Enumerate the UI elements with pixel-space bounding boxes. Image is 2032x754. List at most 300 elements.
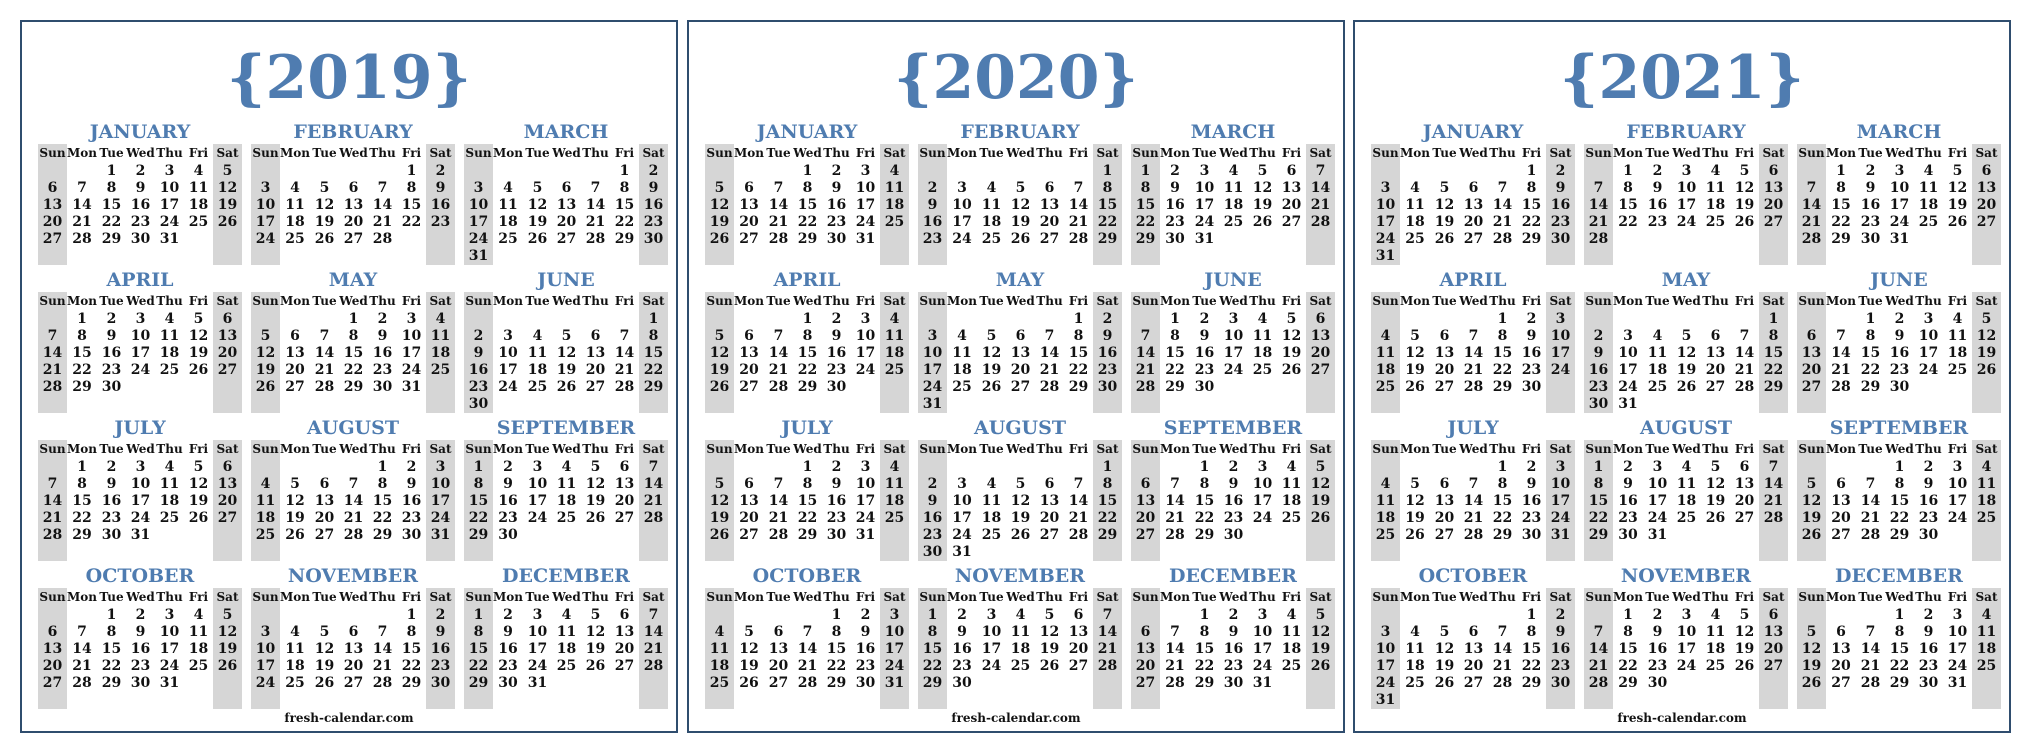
- month-december: [464, 564, 668, 709]
- day-cell: 22: [1618, 214, 1638, 230]
- day-cell: 20: [1010, 362, 1031, 378]
- day-cell: 21: [643, 641, 664, 657]
- day-cell: 1: [1199, 607, 1210, 623]
- day-cell: 12: [1039, 624, 1060, 640]
- month-name: OCTOBER: [1418, 565, 1528, 587]
- day-cell: 5: [744, 624, 754, 640]
- day-cell: 14: [42, 493, 63, 509]
- day-cell: 21: [768, 214, 789, 230]
- day-cell: 28: [1734, 379, 1755, 395]
- day-cell: 25: [1252, 362, 1273, 378]
- day-cell: 20: [739, 510, 759, 526]
- day-cell: 6: [47, 180, 58, 196]
- year-title: {2021}: [1559, 43, 1805, 113]
- empty-day: [368, 607, 397, 624]
- month-grid: [251, 292, 455, 413]
- weekday-header: Mon: [733, 590, 764, 604]
- day-cell: 12: [739, 641, 759, 657]
- weekday-header: Wed: [339, 146, 368, 160]
- day-cell: 17: [855, 493, 876, 509]
- day-cell: 4: [1380, 328, 1391, 344]
- weekday-header: Wed: [1672, 442, 1701, 456]
- day-cell: 8: [1140, 180, 1151, 196]
- weekday-header: Mon: [946, 590, 977, 604]
- day-cell: 17: [922, 362, 943, 378]
- day-cell: 7: [1170, 476, 1180, 492]
- empty-day: [947, 311, 977, 328]
- day-cell: 14: [1492, 197, 1513, 213]
- weekday-header: Sun: [1798, 294, 1825, 308]
- day-cell: 29: [1068, 379, 1089, 395]
- day-cell: 15: [101, 197, 122, 213]
- day-cell: 10: [1889, 180, 1910, 196]
- day-cell: 10: [130, 328, 151, 344]
- day-cell: 25: [1010, 658, 1031, 674]
- day-cell: 8: [1497, 328, 1508, 344]
- day-cell: 5: [222, 607, 233, 623]
- weekday-header: Sun: [465, 294, 492, 308]
- month-name: JUNE: [1870, 269, 1928, 291]
- day-cell: 31: [1375, 692, 1396, 708]
- day-cell: 23: [130, 658, 151, 674]
- day-cell: 23: [855, 658, 876, 674]
- day-cell: 15: [1097, 197, 1118, 213]
- day-cell: 20: [1463, 658, 1484, 674]
- weekday-header: Mon: [1612, 294, 1643, 308]
- day-cell: 4: [193, 163, 204, 179]
- day-cell: 15: [343, 345, 364, 361]
- day-cell: 21: [1492, 214, 1513, 230]
- day-cell: 12: [255, 345, 276, 361]
- month-july: [705, 416, 909, 561]
- day-cell: 4: [986, 180, 997, 196]
- day-cell: 12: [217, 624, 238, 640]
- day-cell: 16: [1918, 493, 1939, 509]
- day-cell: 4: [889, 163, 900, 179]
- day-cell: 10: [159, 180, 180, 196]
- weekday-header: Wed: [793, 294, 822, 308]
- day-cell: 6: [47, 624, 58, 640]
- day-cell: 26: [1405, 527, 1425, 543]
- day-cell: 29: [72, 379, 92, 395]
- weekday-header: Tue: [312, 146, 337, 160]
- day-cell: 2: [1170, 163, 1180, 179]
- month-may: [918, 268, 1122, 413]
- weekday-header: Wed: [1219, 590, 1248, 604]
- day-cell: 16: [372, 345, 393, 361]
- month-name: NOVEMBER: [954, 565, 1086, 587]
- weekday-header: Wed: [1885, 294, 1914, 308]
- weekday-header: Wed: [793, 442, 822, 456]
- day-cell: 23: [1889, 362, 1910, 378]
- day-cell: 8: [473, 624, 484, 640]
- empty-day: [1131, 311, 1160, 328]
- day-cell: 9: [1199, 328, 1210, 344]
- day-cell: 2: [927, 476, 938, 492]
- day-cell: 4: [1380, 476, 1391, 492]
- day-cell: 22: [1763, 362, 1784, 378]
- day-cell: 9: [1623, 476, 1633, 492]
- day-cell: 31: [1947, 675, 1968, 691]
- day-cell: 30: [1550, 231, 1571, 247]
- day-cell: 23: [826, 510, 847, 526]
- weekday-header: Sat: [883, 442, 906, 456]
- day-cell: 27: [739, 231, 759, 247]
- day-cell: 10: [1918, 328, 1939, 344]
- day-cell: 9: [860, 624, 871, 640]
- day-cell: 27: [343, 675, 364, 691]
- month-name: SEPTEMBER: [1163, 417, 1303, 439]
- day-cell: 6: [348, 180, 359, 196]
- day-cell: 20: [1801, 362, 1822, 378]
- day-cell: 11: [884, 180, 905, 196]
- day-cell: 29: [1492, 527, 1513, 543]
- day-cell: 7: [1044, 328, 1055, 344]
- empty-day: [764, 163, 793, 180]
- day-cell: 30: [826, 379, 847, 395]
- empty-day: [1730, 311, 1759, 328]
- day-cell: 10: [527, 476, 548, 492]
- day-cell: 28: [1165, 527, 1185, 543]
- empty-day: [1613, 311, 1643, 328]
- day-cell: 23: [430, 214, 451, 230]
- weekday-header: Sat: [1096, 294, 1119, 308]
- day-cell: 27: [585, 379, 606, 395]
- empty-day: [1035, 311, 1064, 328]
- day-cell: 4: [1710, 607, 1721, 623]
- day-cell: 25: [1375, 379, 1396, 395]
- day-cell: 10: [130, 476, 151, 492]
- day-cell: 13: [1831, 641, 1851, 657]
- day-cell: 11: [159, 476, 180, 492]
- day-cell: 28: [768, 231, 789, 247]
- weekday-header: Mon: [279, 590, 310, 604]
- month-name: AUGUST: [1640, 417, 1732, 439]
- weekday-header: Wed: [1219, 146, 1248, 160]
- day-cell: 25: [1976, 510, 1997, 526]
- day-cell: 1: [648, 311, 659, 327]
- day-cell: 19: [1801, 658, 1822, 674]
- empty-day: [1371, 607, 1400, 624]
- month-grid: [1371, 144, 1575, 265]
- day-cell: 7: [1468, 476, 1479, 492]
- day-cell: 11: [556, 624, 577, 640]
- day-cell: 14: [72, 641, 92, 657]
- day-cell: 25: [556, 658, 577, 674]
- day-cell: 14: [1068, 197, 1089, 213]
- day-cell: 22: [101, 658, 122, 674]
- day-cell: 22: [1860, 362, 1881, 378]
- month-grid: [464, 144, 668, 265]
- empty-day: [1400, 163, 1430, 180]
- day-cell: 18: [1375, 362, 1396, 378]
- day-cell: 17: [1918, 345, 1939, 361]
- day-cell: 14: [1097, 624, 1118, 640]
- day-cell: 26: [739, 675, 759, 691]
- day-cell: 8: [406, 624, 417, 640]
- day-cell: 10: [255, 641, 276, 657]
- day-cell: 16: [855, 641, 876, 657]
- weekday-header: Fri: [1947, 442, 1968, 456]
- day-cell: 31: [1550, 527, 1571, 543]
- day-cell: 21: [343, 510, 364, 526]
- day-cell: 29: [1097, 527, 1118, 543]
- day-cell: 8: [1768, 328, 1779, 344]
- month-december: [1797, 564, 2001, 709]
- weekday-header: Mon: [492, 294, 523, 308]
- day-cell: 17: [981, 641, 1002, 657]
- day-cell: 1: [1768, 311, 1779, 327]
- month-august: [918, 416, 1122, 561]
- day-cell: 14: [1801, 197, 1822, 213]
- weekday-header: Tue: [525, 146, 550, 160]
- day-cell: 20: [585, 362, 606, 378]
- day-cell: 10: [952, 197, 972, 213]
- day-cell: 5: [319, 180, 330, 196]
- weekday-header: Sun: [1132, 146, 1159, 160]
- day-cell: 2: [831, 459, 842, 475]
- empty-day: [1488, 607, 1517, 624]
- day-cell: 14: [1165, 641, 1185, 657]
- day-cell: 30: [1647, 675, 1668, 691]
- day-cell: 15: [1194, 493, 1215, 509]
- year-title: {2019}: [226, 43, 472, 113]
- day-cell: 10: [922, 345, 943, 361]
- day-cell: 16: [1521, 493, 1542, 509]
- empty-day: [1006, 459, 1035, 476]
- day-cell: 11: [1705, 624, 1726, 640]
- weekday-header: Wed: [126, 590, 155, 604]
- day-cell: 27: [1068, 658, 1089, 674]
- day-cell: 26: [1310, 510, 1331, 526]
- day-cell: 22: [1068, 362, 1089, 378]
- day-cell: 17: [430, 493, 451, 509]
- empty-day: [1006, 163, 1035, 180]
- empty-day: [1459, 459, 1488, 476]
- empty-day: [734, 607, 764, 624]
- day-cell: 18: [188, 641, 209, 657]
- day-cell: 12: [1252, 180, 1273, 196]
- day-cell: 21: [72, 658, 92, 674]
- day-cell: 17: [1947, 641, 1968, 657]
- month-july: [1371, 416, 1575, 561]
- weekday-header: Tue: [312, 294, 337, 308]
- day-cell: 2: [1102, 311, 1113, 327]
- day-cell: 8: [1526, 180, 1537, 196]
- day-cell: 21: [1763, 493, 1784, 509]
- day-cell: 24: [1647, 510, 1668, 526]
- day-cell: 20: [1281, 197, 1302, 213]
- day-cell: 16: [1889, 345, 1910, 361]
- day-cell: 11: [884, 476, 905, 492]
- day-cell: 5: [1806, 624, 1817, 640]
- day-cell: 3: [1555, 311, 1566, 327]
- day-cell: 13: [1039, 493, 1060, 509]
- weekday-header: Wed: [793, 590, 822, 604]
- weekday-header: Fri: [855, 146, 876, 160]
- empty-day: [1488, 163, 1517, 180]
- weekday-header: Wed: [1006, 442, 1035, 456]
- empty-day: [1826, 607, 1856, 624]
- weekday-header: Mon: [66, 442, 97, 456]
- day-cell: 21: [1135, 362, 1156, 378]
- day-cell: 21: [1588, 658, 1609, 674]
- weekday-header: Wed: [126, 146, 155, 160]
- day-cell: 1: [1593, 459, 1604, 475]
- day-cell: 15: [797, 345, 818, 361]
- day-cell: 19: [1039, 641, 1060, 657]
- day-cell: 4: [1681, 459, 1692, 475]
- weekday-header: Sun: [252, 442, 279, 456]
- empty-day: [1430, 607, 1459, 624]
- weekday-header: Sun: [919, 294, 946, 308]
- day-cell: 16: [1647, 641, 1668, 657]
- day-cell: 15: [1618, 641, 1638, 657]
- month-grid: [1797, 440, 2001, 561]
- year-panel-2021: [1353, 20, 2011, 733]
- weekday-header: Fri: [188, 146, 209, 160]
- day-cell: 30: [1521, 379, 1542, 395]
- day-cell: 16: [401, 493, 422, 509]
- day-cell: 11: [1281, 624, 1302, 640]
- day-cell: 28: [643, 510, 664, 526]
- month-name: OCTOBER: [85, 565, 195, 587]
- day-cell: 12: [1010, 197, 1031, 213]
- day-cell: 12: [1801, 493, 1822, 509]
- day-cell: 10: [1550, 476, 1571, 492]
- day-cell: 12: [1676, 345, 1697, 361]
- day-cell: 1: [802, 163, 813, 179]
- day-cell: 20: [1831, 658, 1851, 674]
- month-name: APRIL: [1439, 269, 1507, 291]
- day-cell: 15: [922, 641, 943, 657]
- day-cell: 1: [77, 459, 87, 475]
- day-cell: 12: [1734, 180, 1755, 196]
- day-cell: 15: [1521, 641, 1542, 657]
- day-cell: 4: [260, 476, 271, 492]
- day-cell: 21: [768, 362, 789, 378]
- day-cell: 2: [1923, 607, 1934, 623]
- weekday-header: Tue: [525, 294, 550, 308]
- weekday-header: Tue: [979, 442, 1004, 456]
- month-grid: [38, 144, 242, 265]
- weekday-header: Sun: [706, 146, 733, 160]
- day-cell: 26: [527, 231, 548, 247]
- month-january: [1371, 120, 1575, 265]
- day-cell: 5: [1439, 180, 1450, 196]
- day-cell: 30: [1194, 379, 1215, 395]
- day-cell: 4: [889, 311, 900, 327]
- day-cell: 30: [826, 527, 847, 543]
- day-cell: 7: [1865, 624, 1876, 640]
- day-cell: 16: [130, 197, 151, 213]
- day-cell: 1: [1497, 311, 1508, 327]
- day-cell: 1: [473, 607, 484, 623]
- day-cell: 27: [614, 510, 635, 526]
- month-grid: [1797, 144, 2001, 265]
- day-cell: 16: [101, 345, 122, 361]
- day-cell: 15: [1097, 493, 1118, 509]
- day-cell: 18: [981, 510, 1002, 526]
- weekday-header: Sun: [252, 294, 279, 308]
- day-cell: 9: [927, 197, 938, 213]
- day-cell: 17: [1375, 214, 1396, 230]
- month-name: DECEMBER: [1835, 565, 1963, 587]
- day-cell: 30: [401, 527, 422, 543]
- day-cell: 28: [1068, 527, 1089, 543]
- weekday-header: Sun: [706, 442, 733, 456]
- day-cell: 17: [527, 641, 548, 657]
- day-cell: 21: [372, 658, 393, 674]
- weekday-header: Wed: [1885, 590, 1914, 604]
- weekday-header: Tue: [1432, 294, 1457, 308]
- day-cell: 15: [468, 493, 489, 509]
- weekday-header: Tue: [1432, 590, 1457, 604]
- month-name: AUGUST: [307, 417, 399, 439]
- month-grid: [1371, 588, 1575, 709]
- day-cell: 20: [1831, 510, 1851, 526]
- day-cell: 30: [1223, 675, 1244, 691]
- day-cell: 15: [401, 641, 422, 657]
- day-cell: 5: [1315, 607, 1326, 623]
- day-cell: 17: [1252, 493, 1273, 509]
- weekday-header: Wed: [339, 590, 368, 604]
- day-cell: 18: [527, 362, 548, 378]
- day-cell: 23: [1860, 214, 1881, 230]
- day-cell: 11: [709, 641, 730, 657]
- weekday-header: Sat: [1549, 146, 1572, 160]
- day-cell: 17: [1889, 197, 1910, 213]
- day-cell: 8: [1526, 624, 1537, 640]
- weekday-header: Thu: [1249, 590, 1276, 604]
- day-cell: 21: [797, 658, 818, 674]
- day-cell: 27: [1310, 362, 1331, 378]
- weekday-header: Sat: [429, 590, 452, 604]
- empty-day: [368, 163, 397, 180]
- day-cell: 5: [1015, 180, 1026, 196]
- weekday-header: Mon: [946, 442, 977, 456]
- weekday-header: Tue: [1192, 442, 1217, 456]
- weekday-header: Thu: [582, 442, 609, 456]
- weekday-header: Tue: [525, 590, 550, 604]
- day-cell: 6: [1439, 328, 1450, 344]
- month-name: SEPTEMBER: [496, 417, 636, 439]
- day-cell: 14: [1463, 493, 1484, 509]
- day-cell: 22: [1618, 658, 1638, 674]
- day-cell: 29: [643, 379, 664, 395]
- day-cell: 13: [217, 328, 238, 344]
- month-grid: [38, 292, 242, 413]
- day-cell: 22: [372, 510, 393, 526]
- day-cell: 17: [468, 214, 489, 230]
- empty-day: [610, 311, 639, 328]
- day-cell: 8: [802, 476, 813, 492]
- day-cell: 14: [1165, 493, 1185, 509]
- day-cell: 18: [1976, 641, 1997, 657]
- weekday-header: Thu: [1036, 590, 1063, 604]
- month-grid: [38, 440, 242, 561]
- weekday-header: Thu: [1915, 294, 1942, 308]
- day-cell: 5: [1439, 624, 1450, 640]
- day-cell: 18: [159, 345, 180, 361]
- day-cell: 7: [1497, 624, 1508, 640]
- weekday-header: Fri: [1281, 590, 1302, 604]
- day-cell: 19: [1676, 362, 1697, 378]
- day-cell: 2: [648, 163, 659, 179]
- day-cell: 5: [1410, 476, 1420, 492]
- day-cell: 6: [590, 328, 601, 344]
- day-cell: 23: [1223, 510, 1244, 526]
